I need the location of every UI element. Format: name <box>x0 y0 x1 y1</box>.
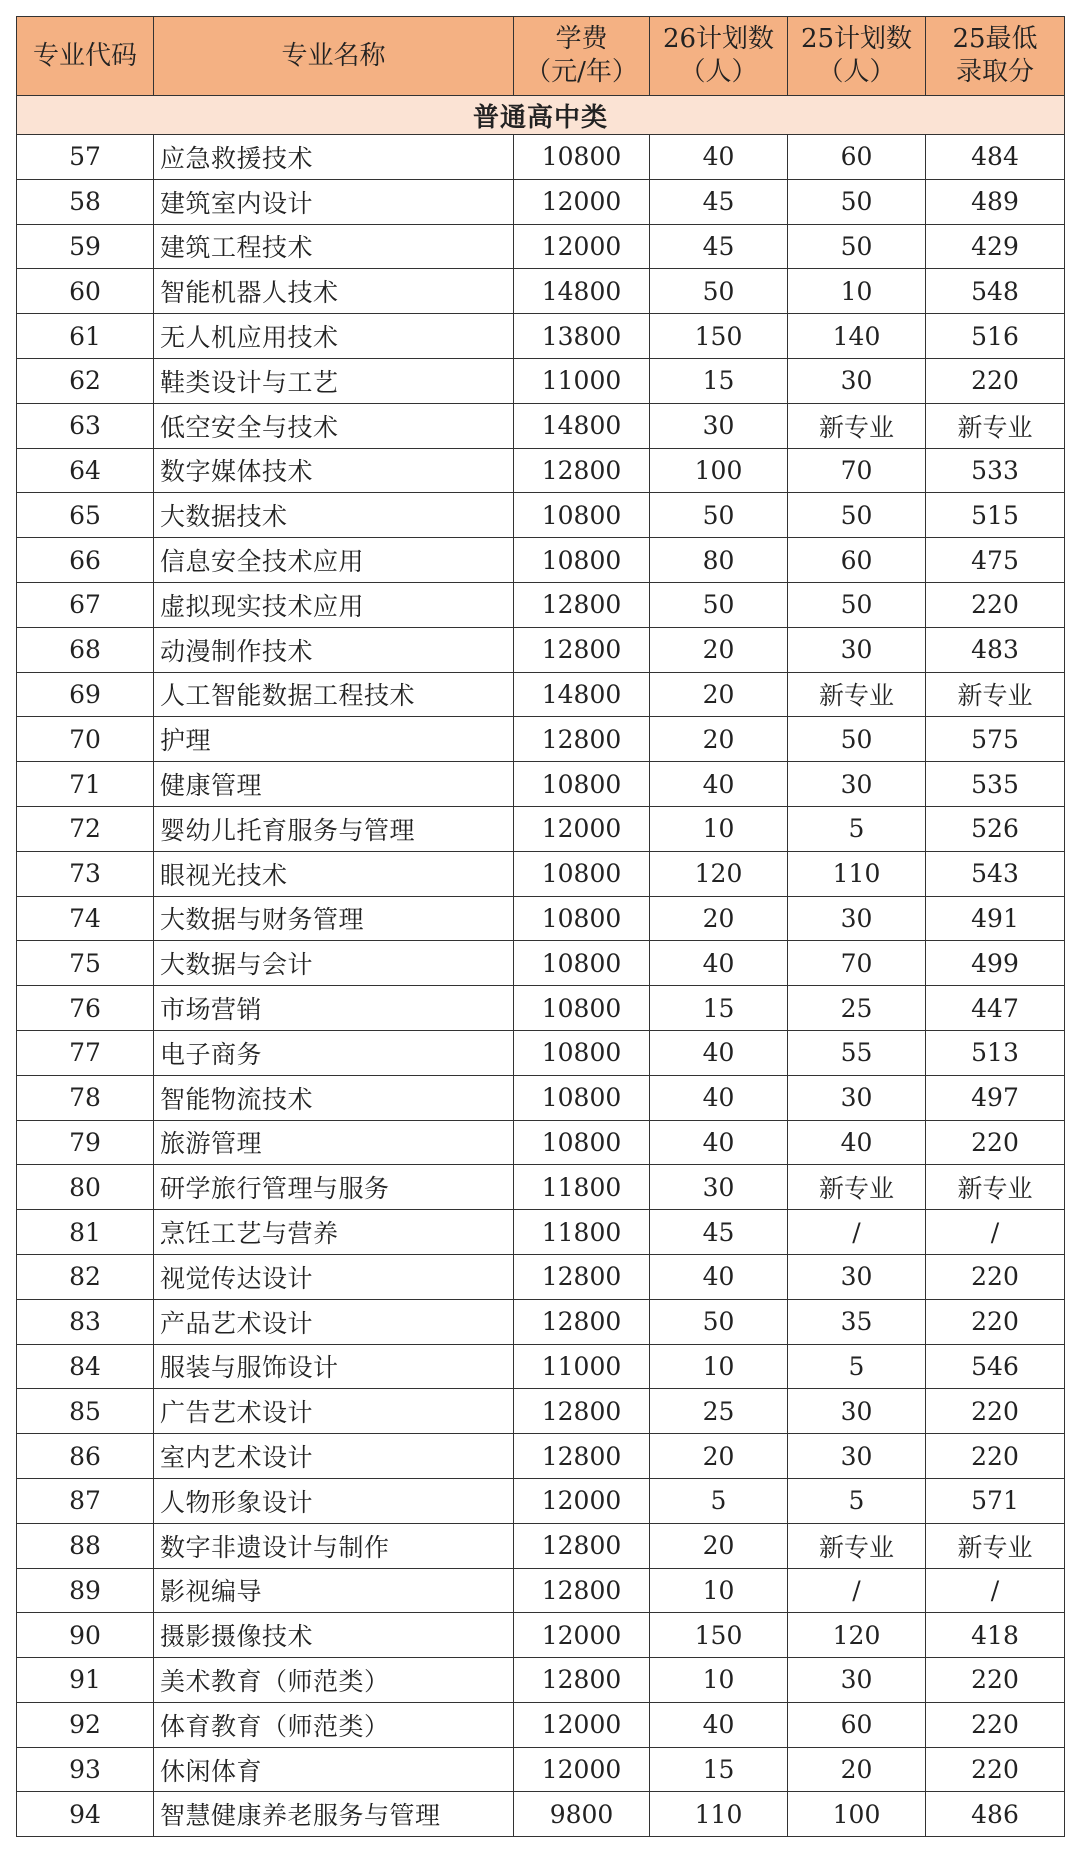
cell-code: 62 <box>17 358 154 403</box>
cell-plan25: 120 <box>788 1613 926 1658</box>
table-row <box>17 1165 1065 1210</box>
cell-min-score: 533 <box>926 448 1065 493</box>
cell-plan25: / <box>788 1568 926 1613</box>
cell-name: 影视编导 <box>154 1568 514 1613</box>
cell-code: 74 <box>17 896 154 941</box>
cell-min-score: 548 <box>926 269 1065 314</box>
cell-fee: 12800 <box>514 1523 650 1568</box>
table-row <box>17 1702 1065 1747</box>
table-row <box>17 717 1065 762</box>
cell-fee: 10800 <box>514 851 650 896</box>
cell-min-score: 513 <box>926 1030 1065 1075</box>
cell-plan25: 60 <box>788 135 926 180</box>
cell-name: 室内艺术设计 <box>154 1434 514 1479</box>
cell-fee: 11000 <box>514 1344 650 1389</box>
cell-code: 85 <box>17 1389 154 1434</box>
header-plan26-line1: 26计划数 <box>662 24 775 54</box>
cell-min-score: 526 <box>926 806 1065 851</box>
cell-code: 92 <box>17 1702 154 1747</box>
cell-fee: 13800 <box>514 314 650 359</box>
cell-plan26: 10 <box>650 1344 788 1389</box>
table-row <box>17 1075 1065 1120</box>
cell-fee: 10800 <box>514 538 650 583</box>
cell-min-score: 220 <box>926 1389 1065 1434</box>
table-row <box>17 1792 1065 1837</box>
cell-plan26: 20 <box>650 672 788 717</box>
admission-table-container <box>16 16 1064 1837</box>
cell-plan25: 30 <box>788 1075 926 1120</box>
table-row <box>17 1747 1065 1792</box>
cell-min-score: 220 <box>926 1702 1065 1747</box>
cell-name: 动漫制作技术 <box>154 627 514 672</box>
cell-plan26: 25 <box>650 1389 788 1434</box>
cell-plan25: 30 <box>788 896 926 941</box>
cell-code: 87 <box>17 1478 154 1523</box>
cell-plan25: 30 <box>788 1254 926 1299</box>
table-body <box>17 96 1065 1837</box>
cell-min-score: 429 <box>926 224 1065 269</box>
cell-plan26: 40 <box>650 1030 788 1075</box>
cell-plan25: 新专业 <box>788 1165 926 1210</box>
cell-min-score: 新专业 <box>926 1165 1065 1210</box>
cell-fee: 10800 <box>514 1075 650 1120</box>
cell-min-score: 543 <box>926 851 1065 896</box>
cell-plan25: 50 <box>788 582 926 627</box>
cell-plan26: 45 <box>650 1210 788 1255</box>
cell-plan25: 110 <box>788 851 926 896</box>
cell-fee: 12000 <box>514 179 650 224</box>
table-row <box>17 1120 1065 1165</box>
cell-min-score: 220 <box>926 1254 1065 1299</box>
table-row <box>17 224 1065 269</box>
cell-fee: 12800 <box>514 582 650 627</box>
cell-min-score: 484 <box>926 135 1065 180</box>
cell-name: 摄影摄像技术 <box>154 1613 514 1658</box>
table-row <box>17 269 1065 314</box>
cell-min-score: 220 <box>926 358 1065 403</box>
cell-plan25: 25 <box>788 986 926 1031</box>
cell-code: 57 <box>17 135 154 180</box>
cell-name: 眼视光技术 <box>154 851 514 896</box>
cell-plan26: 40 <box>650 762 788 807</box>
cell-code: 90 <box>17 1613 154 1658</box>
cell-plan26: 40 <box>650 1254 788 1299</box>
cell-plan26: 20 <box>650 896 788 941</box>
cell-code: 89 <box>17 1568 154 1613</box>
table-row <box>17 538 1065 583</box>
table-row <box>17 314 1065 359</box>
cell-min-score: 499 <box>926 941 1065 986</box>
cell-code: 66 <box>17 538 154 583</box>
cell-plan25: 55 <box>788 1030 926 1075</box>
cell-code: 78 <box>17 1075 154 1120</box>
header-fee <box>514 17 650 96</box>
cell-min-score: / <box>926 1210 1065 1255</box>
cell-min-score: 220 <box>926 1658 1065 1703</box>
cell-min-score: 新专业 <box>926 1523 1065 1568</box>
cell-code: 80 <box>17 1165 154 1210</box>
cell-min-score: 516 <box>926 314 1065 359</box>
cell-name: 旅游管理 <box>154 1120 514 1165</box>
cell-plan25: 50 <box>788 717 926 762</box>
cell-name: 无人机应用技术 <box>154 314 514 359</box>
cell-min-score: 575 <box>926 717 1065 762</box>
cell-fee: 12800 <box>514 1568 650 1613</box>
cell-name: 低空安全与技术 <box>154 403 514 448</box>
cell-fee: 12800 <box>514 448 650 493</box>
cell-fee: 11000 <box>514 358 650 403</box>
cell-plan25: 60 <box>788 538 926 583</box>
cell-min-score: 486 <box>926 1792 1065 1837</box>
cell-plan26: 150 <box>650 314 788 359</box>
cell-fee: 12000 <box>514 806 650 851</box>
table-row <box>17 1344 1065 1389</box>
cell-plan26: 45 <box>650 179 788 224</box>
cell-plan25: 35 <box>788 1299 926 1344</box>
cell-code: 67 <box>17 582 154 627</box>
cell-name: 智能机器人技术 <box>154 269 514 314</box>
cell-plan26: 50 <box>650 1299 788 1344</box>
cell-code: 94 <box>17 1792 154 1837</box>
header-plan26 <box>650 17 788 96</box>
cell-fee: 10800 <box>514 135 650 180</box>
cell-plan25: 5 <box>788 1478 926 1523</box>
cell-code: 59 <box>17 224 154 269</box>
cell-name: 智慧健康养老服务与管理 <box>154 1792 514 1837</box>
cell-code: 83 <box>17 1299 154 1344</box>
cell-plan26: 30 <box>650 403 788 448</box>
cell-fee: 10800 <box>514 941 650 986</box>
cell-fee: 12800 <box>514 1299 650 1344</box>
cell-name: 烹饪工艺与营养 <box>154 1210 514 1255</box>
cell-plan25: 50 <box>788 224 926 269</box>
cell-plan26: 50 <box>650 582 788 627</box>
category-label: 普通高中类 <box>17 96 1065 135</box>
cell-fee: 14800 <box>514 672 650 717</box>
header-fee-line1: 学费 <box>555 24 608 54</box>
table-row <box>17 448 1065 493</box>
cell-code: 76 <box>17 986 154 1031</box>
cell-plan26: 15 <box>650 1747 788 1792</box>
cell-plan25: 50 <box>788 179 926 224</box>
cell-name: 鞋类设计与工艺 <box>154 358 514 403</box>
cell-code: 68 <box>17 627 154 672</box>
cell-plan26: 20 <box>650 1434 788 1479</box>
cell-code: 69 <box>17 672 154 717</box>
cell-min-score: 489 <box>926 179 1065 224</box>
cell-fee: 10800 <box>514 493 650 538</box>
cell-fee: 9800 <box>514 1792 650 1837</box>
cell-fee: 12000 <box>514 224 650 269</box>
table-row <box>17 1299 1065 1344</box>
cell-code: 65 <box>17 493 154 538</box>
cell-min-score: 220 <box>926 1747 1065 1792</box>
cell-min-score: 475 <box>926 538 1065 583</box>
cell-plan25: 30 <box>788 1658 926 1703</box>
cell-plan26: 10 <box>650 1658 788 1703</box>
cell-fee: 12800 <box>514 1389 650 1434</box>
table-row <box>17 1210 1065 1255</box>
cell-fee: 12800 <box>514 1658 650 1703</box>
cell-code: 88 <box>17 1523 154 1568</box>
table-row <box>17 986 1065 1031</box>
cell-fee: 12000 <box>514 1613 650 1658</box>
cell-plan26: 120 <box>650 851 788 896</box>
cell-name: 虚拟现实技术应用 <box>154 582 514 627</box>
cell-min-score: 535 <box>926 762 1065 807</box>
table-row <box>17 851 1065 896</box>
cell-plan26: 15 <box>650 986 788 1031</box>
cell-fee: 10800 <box>514 986 650 1031</box>
cell-name: 数字非遗设计与制作 <box>154 1523 514 1568</box>
table-row <box>17 1030 1065 1075</box>
cell-plan26: 20 <box>650 717 788 762</box>
cell-plan25: 60 <box>788 1702 926 1747</box>
cell-plan26: 150 <box>650 1613 788 1658</box>
table-row <box>17 1254 1065 1299</box>
cell-min-score: 220 <box>926 582 1065 627</box>
cell-plan25: 40 <box>788 1120 926 1165</box>
cell-plan26: 40 <box>650 941 788 986</box>
cell-code: 75 <box>17 941 154 986</box>
cell-plan26: 50 <box>650 269 788 314</box>
cell-fee: 12000 <box>514 1478 650 1523</box>
table-row <box>17 1523 1065 1568</box>
cell-min-score: 515 <box>926 493 1065 538</box>
cell-name: 婴幼儿托育服务与管理 <box>154 806 514 851</box>
cell-plan25: 30 <box>788 358 926 403</box>
header-plan26-line2: （人） <box>679 57 758 87</box>
table-row <box>17 806 1065 851</box>
cell-plan25: 5 <box>788 806 926 851</box>
cell-fee: 12800 <box>514 1434 650 1479</box>
cell-plan26: 5 <box>650 1478 788 1523</box>
table-row <box>17 1478 1065 1523</box>
cell-plan25: 140 <box>788 314 926 359</box>
cell-code: 82 <box>17 1254 154 1299</box>
table-row <box>17 179 1065 224</box>
cell-plan26: 80 <box>650 538 788 583</box>
table-row <box>17 358 1065 403</box>
cell-name: 人工智能数据工程技术 <box>154 672 514 717</box>
header-name: 专业名称 <box>154 17 514 96</box>
cell-plan25: 5 <box>788 1344 926 1389</box>
cell-name: 人物形象设计 <box>154 1478 514 1523</box>
cell-name: 智能物流技术 <box>154 1075 514 1120</box>
cell-fee: 12800 <box>514 1254 650 1299</box>
cell-name: 健康管理 <box>154 762 514 807</box>
cell-fee: 10800 <box>514 1120 650 1165</box>
cell-plan26: 20 <box>650 1523 788 1568</box>
table-row <box>17 1613 1065 1658</box>
cell-min-score: 491 <box>926 896 1065 941</box>
cell-fee: 11800 <box>514 1210 650 1255</box>
cell-code: 71 <box>17 762 154 807</box>
cell-fee: 10800 <box>514 896 650 941</box>
table-row <box>17 403 1065 448</box>
cell-plan26: 40 <box>650 1075 788 1120</box>
cell-name: 数字媒体技术 <box>154 448 514 493</box>
cell-plan25: 30 <box>788 1389 926 1434</box>
cell-plan26: 110 <box>650 1792 788 1837</box>
category-row <box>17 96 1065 135</box>
cell-code: 61 <box>17 314 154 359</box>
header-code: 专业代码 <box>17 17 154 96</box>
cell-name: 服装与服饰设计 <box>154 1344 514 1389</box>
cell-plan26: 15 <box>650 358 788 403</box>
cell-min-score: 220 <box>926 1120 1065 1165</box>
cell-min-score: 447 <box>926 986 1065 1031</box>
cell-name: 建筑室内设计 <box>154 179 514 224</box>
cell-min-score: 新专业 <box>926 672 1065 717</box>
cell-name: 大数据与会计 <box>154 941 514 986</box>
table-row <box>17 1434 1065 1479</box>
cell-name: 产品艺术设计 <box>154 1299 514 1344</box>
cell-plan25: 30 <box>788 762 926 807</box>
cell-name: 建筑工程技术 <box>154 224 514 269</box>
cell-plan26: 10 <box>650 1568 788 1613</box>
cell-min-score: 483 <box>926 627 1065 672</box>
cell-name: 体育教育（师范类） <box>154 1702 514 1747</box>
cell-plan26: 20 <box>650 627 788 672</box>
table-row <box>17 1389 1065 1434</box>
cell-plan25: 30 <box>788 627 926 672</box>
cell-plan25: 新专业 <box>788 672 926 717</box>
cell-code: 84 <box>17 1344 154 1389</box>
cell-plan26: 50 <box>650 493 788 538</box>
cell-plan25: 50 <box>788 493 926 538</box>
cell-plan25: 10 <box>788 269 926 314</box>
cell-min-score: 497 <box>926 1075 1065 1120</box>
table-row <box>17 672 1065 717</box>
table-row <box>17 493 1065 538</box>
table-header <box>17 17 1065 96</box>
cell-min-score: 571 <box>926 1478 1065 1523</box>
cell-plan26: 100 <box>650 448 788 493</box>
cell-min-score: 220 <box>926 1299 1065 1344</box>
cell-min-score: / <box>926 1568 1065 1613</box>
table-row <box>17 1658 1065 1703</box>
cell-code: 64 <box>17 448 154 493</box>
cell-plan25: 30 <box>788 1434 926 1479</box>
cell-plan26: 40 <box>650 1702 788 1747</box>
cell-code: 91 <box>17 1658 154 1703</box>
cell-code: 93 <box>17 1747 154 1792</box>
cell-code: 73 <box>17 851 154 896</box>
cell-fee: 14800 <box>514 269 650 314</box>
header-plan25 <box>788 17 926 96</box>
cell-plan25: 新专业 <box>788 1523 926 1568</box>
cell-name: 护理 <box>154 717 514 762</box>
cell-name: 研学旅行管理与服务 <box>154 1165 514 1210</box>
cell-code: 86 <box>17 1434 154 1479</box>
cell-plan25: / <box>788 1210 926 1255</box>
cell-plan25: 70 <box>788 941 926 986</box>
cell-plan26: 40 <box>650 1120 788 1165</box>
cell-name: 信息安全技术应用 <box>154 538 514 583</box>
cell-name: 大数据技术 <box>154 493 514 538</box>
cell-fee: 12800 <box>514 717 650 762</box>
cell-plan26: 10 <box>650 806 788 851</box>
cell-code: 58 <box>17 179 154 224</box>
header-score-line1: 25最低 <box>952 24 1038 54</box>
cell-name: 视觉传达设计 <box>154 1254 514 1299</box>
cell-min-score: 418 <box>926 1613 1065 1658</box>
header-score-line2: 录取分 <box>955 57 1034 87</box>
table-row <box>17 627 1065 672</box>
cell-plan25: 100 <box>788 1792 926 1837</box>
cell-code: 60 <box>17 269 154 314</box>
cell-name: 应急救援技术 <box>154 135 514 180</box>
cell-code: 63 <box>17 403 154 448</box>
cell-plan26: 40 <box>650 135 788 180</box>
cell-name: 电子商务 <box>154 1030 514 1075</box>
cell-fee: 14800 <box>514 403 650 448</box>
header-row <box>17 17 1065 96</box>
header-plan25-line1: 25计划数 <box>800 24 913 54</box>
cell-fee: 12000 <box>514 1702 650 1747</box>
table-row <box>17 941 1065 986</box>
cell-name: 广告艺术设计 <box>154 1389 514 1434</box>
cell-code: 79 <box>17 1120 154 1165</box>
cell-code: 77 <box>17 1030 154 1075</box>
admission-table <box>16 16 1065 1837</box>
cell-name: 美术教育（师范类） <box>154 1658 514 1703</box>
cell-plan25: 新专业 <box>788 403 926 448</box>
table-row <box>17 762 1065 807</box>
cell-fee: 12800 <box>514 627 650 672</box>
cell-fee: 11800 <box>514 1165 650 1210</box>
table-row <box>17 1568 1065 1613</box>
cell-plan26: 45 <box>650 224 788 269</box>
cell-min-score: 220 <box>926 1434 1065 1479</box>
cell-min-score: 新专业 <box>926 403 1065 448</box>
table-row <box>17 135 1065 180</box>
cell-code: 72 <box>17 806 154 851</box>
table-row <box>17 582 1065 627</box>
cell-fee: 10800 <box>514 1030 650 1075</box>
cell-name: 休闲体育 <box>154 1747 514 1792</box>
header-plan25-line2: （人） <box>817 57 896 87</box>
cell-plan26: 30 <box>650 1165 788 1210</box>
cell-code: 70 <box>17 717 154 762</box>
cell-name: 市场营销 <box>154 986 514 1031</box>
cell-min-score: 546 <box>926 1344 1065 1389</box>
cell-fee: 12000 <box>514 1747 650 1792</box>
table-row <box>17 896 1065 941</box>
header-min-score <box>926 17 1065 96</box>
cell-code: 81 <box>17 1210 154 1255</box>
cell-plan25: 70 <box>788 448 926 493</box>
header-fee-line2: （元/年） <box>525 57 638 87</box>
cell-fee: 10800 <box>514 762 650 807</box>
cell-plan25: 20 <box>788 1747 926 1792</box>
cell-name: 大数据与财务管理 <box>154 896 514 941</box>
